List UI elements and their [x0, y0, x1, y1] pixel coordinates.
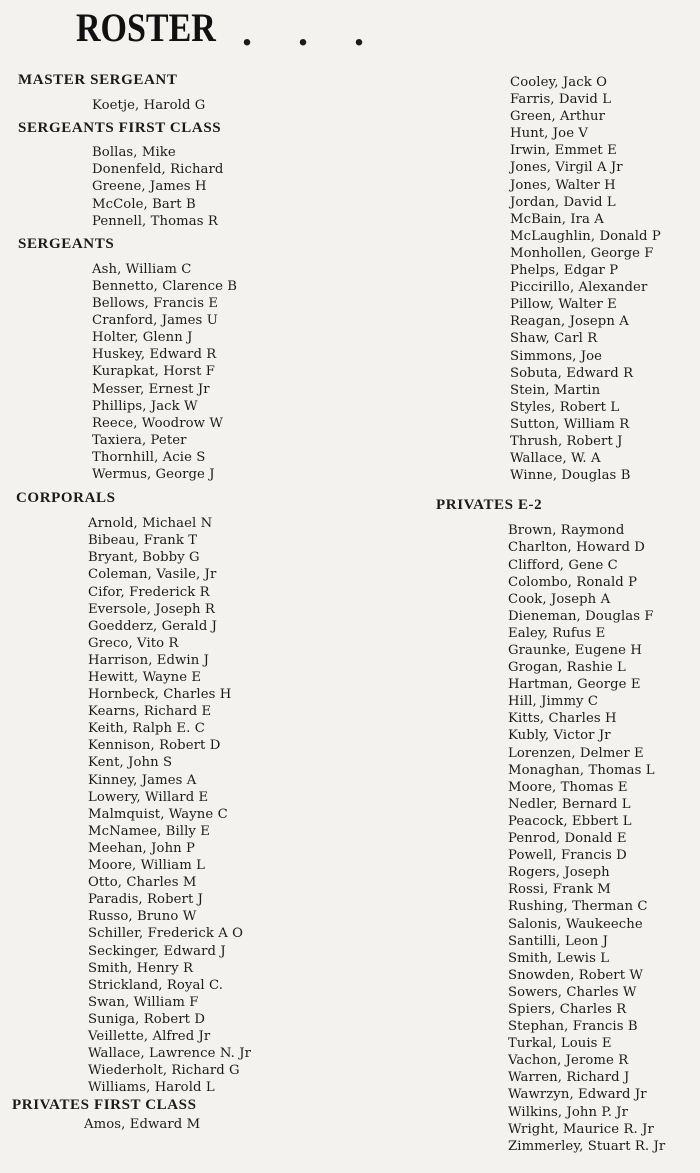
roster-name: Wright, Maurice R. Jr: [508, 1121, 654, 1137]
roster-name: McCole, Bart B: [92, 196, 196, 212]
roster-name: Simmons, Joe: [510, 348, 603, 364]
roster-name: Grogan, Rashie L: [508, 660, 626, 676]
roster-name: Wilkins, John P. Jr: [508, 1104, 629, 1120]
roster-name: Green, Arthur: [510, 109, 606, 125]
heading-corporals: CORPORALS: [16, 490, 116, 507]
roster-name: Kitts, Charles H: [508, 711, 617, 727]
roster-name: Charlton, Howard D: [508, 540, 645, 556]
roster-name: Santilli, Leon J: [508, 933, 609, 949]
roster-name: Hornbeck, Charles H: [88, 687, 232, 703]
roster-name: Snowden, Robert W: [508, 967, 644, 983]
roster-name: Cook, Joseph A: [508, 591, 611, 607]
roster-name: Kearns, Richard E: [88, 704, 212, 720]
roster-name: Bellows, Francis E: [92, 296, 219, 312]
roster-name: Styles, Robert L: [510, 399, 620, 415]
roster-name: Paradis, Robert J: [88, 892, 204, 908]
roster-name: Colombo, Ronald P: [508, 574, 638, 590]
roster-name: Moore, William L: [88, 858, 205, 874]
roster-name: Harrison, Edwin J: [88, 652, 210, 668]
roster-name: McNamee, Billy E: [88, 823, 211, 839]
roster-name: Shaw, Carl R: [510, 331, 598, 347]
roster-name: Vachon, Jerome R: [508, 1053, 629, 1069]
roster-name: Donenfeld, Richard: [92, 162, 224, 178]
roster-name: Warren, Richard J: [508, 1070, 630, 1086]
roster-name: Wallace, W. A: [510, 451, 601, 467]
roster-name: Kent, John S: [88, 755, 173, 771]
roster-name: Seckinger, Edward J: [88, 943, 226, 959]
list-sergeants: [0, 261, 330, 483]
roster-name: Kinney, James A: [88, 772, 197, 788]
roster-name: Hill, Jimmy C: [508, 694, 599, 710]
roster-name: Thrush, Robert J: [510, 433, 623, 449]
roster-name: McLaughlin, Donald P: [510, 228, 661, 244]
roster-name: Sowers, Charles W: [508, 984, 637, 1000]
roster-name: Meehan, John P: [88, 840, 196, 856]
heading-sergeants-first-class: SERGEANTS FIRST CLASS: [18, 120, 222, 137]
roster-name: Turkal, Louis E: [508, 1036, 612, 1052]
roster-name: Smith, Henry R: [88, 960, 194, 976]
roster-name: Bollas, Mike: [92, 145, 176, 161]
roster-name: Strickland, Royal C.: [88, 977, 224, 993]
roster-name: Winne, Douglas B: [510, 468, 631, 484]
roster-name: Koetje, Harold G: [92, 98, 206, 114]
roster-name: Rushing, Therman C: [508, 899, 648, 915]
roster-name: Cranford, James U: [92, 313, 218, 329]
roster-name: Zimmerley, Stuart R. Jr: [508, 1138, 666, 1154]
roster-name: Greco, Vito R: [88, 635, 179, 651]
roster-name: Goedderz, Gerald J: [88, 618, 218, 634]
roster-name: Messer, Ernest Jr: [92, 381, 210, 397]
roster-name: Salonis, Waukeeche: [508, 916, 643, 932]
heading-master-sergeant: MASTER SERGEANT: [18, 72, 178, 88]
roster-name: Kubly, Victor Jr: [508, 728, 611, 744]
roster-name: Peacock, Ebbert L: [508, 813, 632, 829]
roster-name: Pillow, Walter E: [510, 297, 617, 313]
roster-name: Holter, Glenn J: [92, 330, 193, 346]
list-master-sergeant: [0, 97, 330, 114]
roster-name: Lorenzen, Delmer E: [508, 745, 644, 761]
roster-name: Greene, James H: [92, 179, 207, 195]
roster-name: Reece, Woodrow W: [92, 415, 223, 431]
roster-name: Bibeau, Frank T: [88, 533, 198, 549]
list-privates-e2: [436, 522, 700, 1154]
roster-name: Wiederholt, Richard G: [88, 1063, 240, 1079]
roster-name: Stephan, Francis B: [508, 1019, 638, 1035]
roster-name: Clifford, Gene C: [508, 557, 618, 573]
roster-name: Cooley, Jack O: [510, 75, 608, 90]
title-ellipsis: . . .: [242, 9, 382, 54]
roster-name: Jones, Walter H: [510, 177, 616, 193]
roster-name: Piccirillo, Alexander: [510, 280, 648, 296]
list-pfc-continued: [436, 74, 700, 484]
roster-name: Keith, Ralph E. C: [88, 721, 205, 737]
page-title: ROSTER: [76, 5, 216, 50]
roster-name: Amos, Edward M: [84, 1117, 201, 1133]
roster-name: Wallace, Lawrence N. Jr: [88, 1046, 252, 1062]
roster-name: Rossi, Frank M: [508, 882, 611, 898]
heading-privates-first-class: PRIVATES FIRST CLASS: [12, 1097, 197, 1114]
roster-name: Bryant, Bobby G: [88, 550, 200, 566]
roster-name: Dieneman, Douglas F: [508, 608, 654, 624]
roster-name: Otto, Charles M: [88, 875, 197, 891]
list-privates-first-class: [0, 1116, 330, 1133]
roster-name: Hewitt, Wayne E: [88, 670, 202, 685]
roster-name: Suniga, Robert D: [88, 1011, 206, 1027]
roster-name: Bennetto, Clarence B: [92, 278, 238, 294]
roster-name: McBain, Ira A: [510, 211, 604, 227]
roster-name: Eversole, Joseph R: [88, 601, 215, 617]
roster-name: Penrod, Donald E: [508, 831, 627, 847]
roster-name: Cifor, Frederick R: [88, 584, 210, 600]
roster-name: Jones, Virgil A Jr: [510, 160, 623, 176]
roster-name: Hartman, George E: [508, 677, 641, 693]
roster-name: Farris, David L: [510, 92, 612, 108]
heading-sergeants: SERGEANTS: [18, 235, 115, 252]
roster-name: Veillette, Alfred Jr: [88, 1028, 211, 1044]
roster-name: Phillips, Jack W: [92, 398, 198, 414]
roster-name: Graunke, Eugene H: [508, 643, 642, 658]
roster-name: Brown, Raymond: [508, 523, 625, 539]
roster-name: Ealey, Rufus E: [508, 625, 606, 641]
roster-name: Swan, William F: [88, 994, 199, 1010]
roster-name: Taxiera, Peter: [92, 432, 187, 448]
roster-name: Monhollen, George F: [510, 245, 654, 261]
roster-name: Schiller, Frederick A O: [88, 926, 244, 942]
roster-name: Sobuta, Edward R: [510, 365, 634, 381]
roster-name: Williams, Harold L: [88, 1080, 215, 1096]
roster-name: Rogers, Joseph: [508, 865, 610, 881]
roster-name: Jordan, David L: [510, 194, 616, 210]
roster-name: Lowery, Willard E: [88, 789, 209, 805]
roster-name: Russo, Bruno W: [88, 909, 197, 925]
roster-name: Monaghan, Thomas L: [508, 762, 655, 778]
roster-name: Irwin, Emmet E: [510, 143, 617, 159]
roster-name: Sutton, William R: [510, 416, 630, 432]
left-column: [0, 72, 330, 1134]
list-sergeants-first-class: [0, 144, 330, 229]
roster-name: Powell, Francis D: [508, 848, 627, 864]
right-column: [436, 74, 700, 1155]
roster-name: Thornhill, Acie S: [92, 449, 206, 465]
roster-name: Stein, Martin: [510, 382, 601, 398]
roster-name: Pennell, Thomas R: [92, 213, 218, 229]
roster-name: Moore, Thomas E: [508, 779, 628, 795]
roster-name: Malmquist, Wayne C: [88, 806, 228, 822]
roster-name: Smith, Lewis L: [508, 950, 610, 966]
roster-name: Spiers, Charles R: [508, 1001, 627, 1017]
roster-name: Wawrzyn, Edward Jr: [508, 1087, 647, 1103]
heading-privates-e2: PRIVATES E-2: [436, 497, 543, 514]
roster-name: Arnold, Michael N: [88, 516, 213, 532]
list-corporals: [0, 515, 330, 1096]
roster-name: Huskey, Edward R: [92, 347, 217, 363]
roster-name: Hunt, Joe V: [510, 126, 589, 142]
roster-name: Coleman, Vasile, Jr: [88, 567, 217, 583]
roster-name: Kennison, Robert D: [88, 738, 221, 754]
roster-name: Nedler, Bernard L: [508, 796, 631, 812]
roster-name: Wermus, George J: [92, 466, 215, 482]
roster-name: Reagan, Josepn A: [510, 314, 629, 330]
roster-name: Ash, William C: [92, 261, 192, 277]
roster-name: Phelps, Edgar P: [510, 263, 619, 279]
roster-name: Kurapkat, Horst F: [92, 364, 216, 380]
